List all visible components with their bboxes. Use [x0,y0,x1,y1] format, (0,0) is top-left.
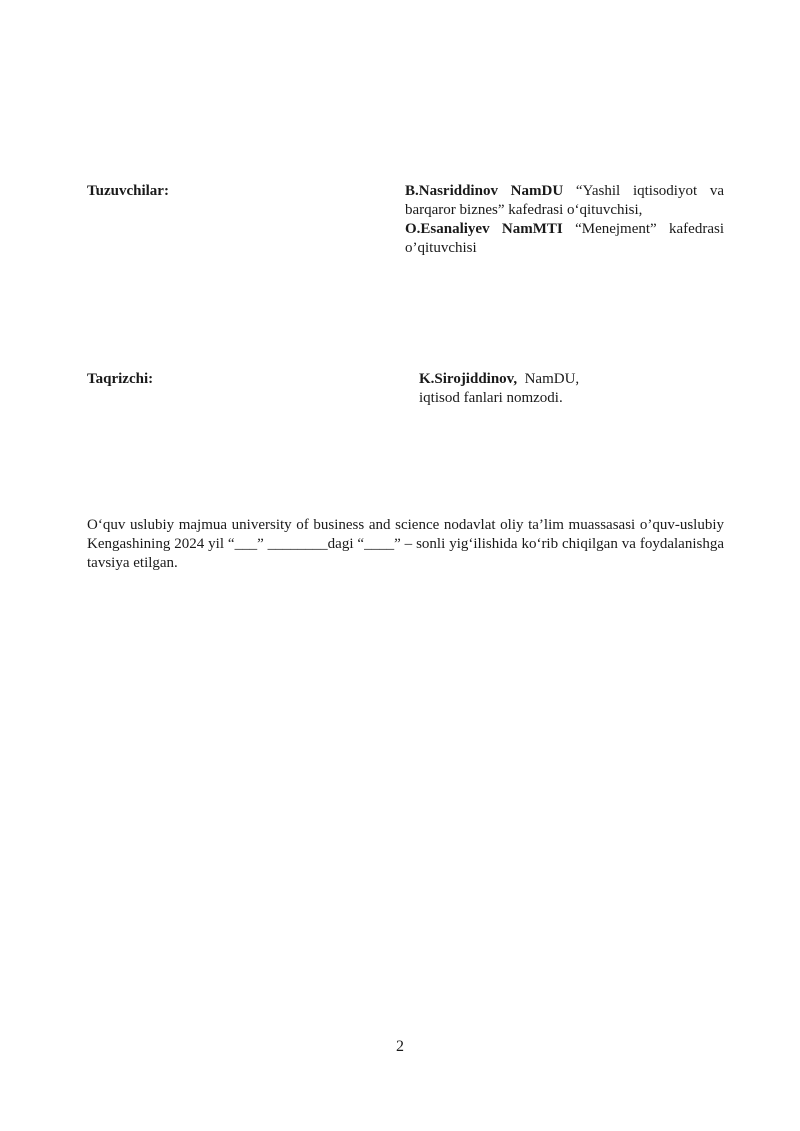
reviewer-label: Taqrizchi: [87,371,154,387]
author-name: B.Nasriddinov NamDU [405,183,564,199]
reviewer-name: K.Sirojiddinov, [419,371,518,387]
reviewer-org: NamDU, [517,371,580,387]
author-name: O.Esanaliyev NamMTI [405,221,563,237]
reviewer-line [419,370,719,389]
author-description: “Menejment” kafedrasi o’qituvchisi [405,221,724,256]
authors-block [405,182,724,258]
page-number: 2 [396,1038,404,1055]
author-description: “Yashil iqtisodiyot va barqaror biznes” kafedrasi o‘qituvchisi, [405,183,725,218]
reviewer-block [419,370,719,408]
approval-paragraph: O‘quv uslubiy majmua university of business and science nodavlat oliy ta’lim muassasasi o’quv-uslubiy Kengashining 2024 yil “___” ________dagi “____” – sonli yig‘ilishida ko‘rib chiqilgan va foydalanishga tavsiya etilgan. [87,517,724,571]
author-entry [405,220,724,258]
reviewer-title: iqtisod fanlari nomzodi. [419,390,563,406]
author-entry [405,182,724,220]
authors-label: Tuzuvchilar: [87,183,169,199]
